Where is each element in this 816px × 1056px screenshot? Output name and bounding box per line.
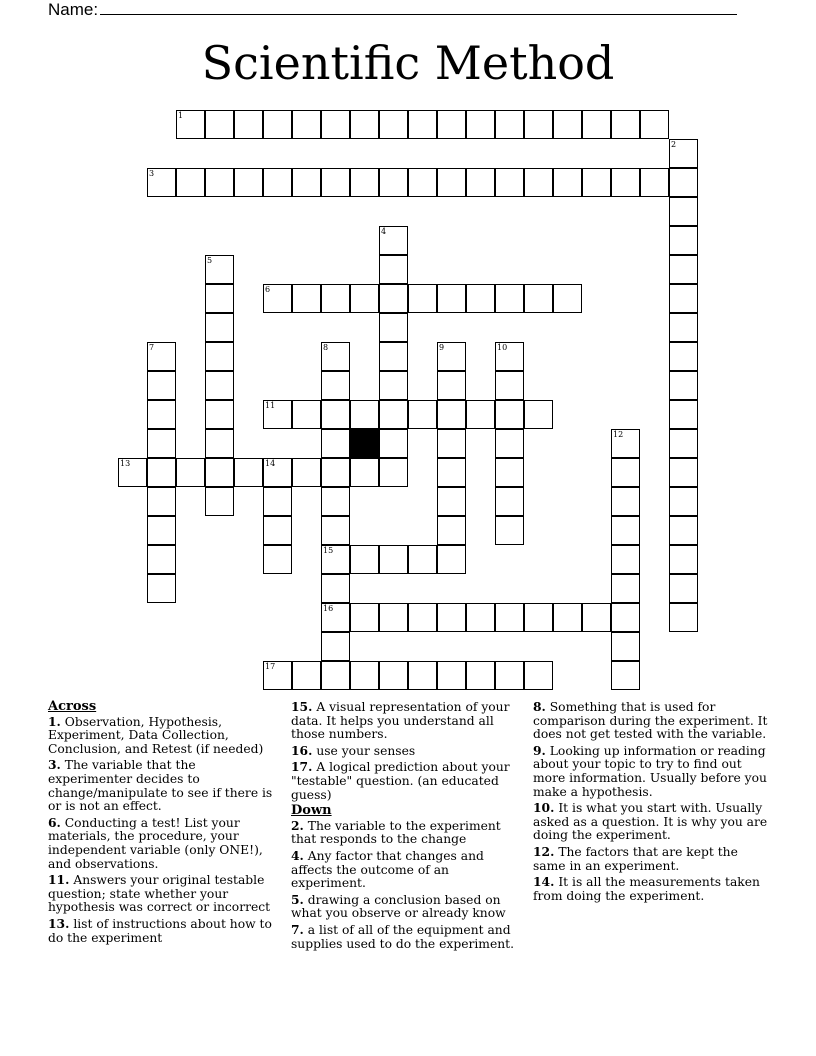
clue-text: use your senses xyxy=(312,743,416,758)
grid-cell[interactable] xyxy=(611,574,640,603)
grid-cell[interactable] xyxy=(437,371,466,400)
grid-cell[interactable] xyxy=(495,458,524,487)
clue-number-label: 10. xyxy=(533,800,555,816)
grid-cell[interactable] xyxy=(321,400,350,429)
grid-cell[interactable] xyxy=(379,661,408,690)
grid-cell[interactable] xyxy=(669,545,698,574)
grid-cell[interactable] xyxy=(495,342,524,371)
across-heading: Across xyxy=(48,699,97,714)
grid-cell[interactable] xyxy=(669,458,698,487)
clue-text: Any factor that changes and affects the outcome of an experiment. xyxy=(291,848,484,891)
clue-number: 9 xyxy=(439,343,445,352)
grid-cell[interactable] xyxy=(466,661,495,690)
grid-cell[interactable] xyxy=(205,429,234,458)
down-clue-list xyxy=(291,819,525,951)
clue-number-label: 7. xyxy=(291,921,304,937)
grid-cell[interactable] xyxy=(437,458,466,487)
across-clue xyxy=(291,744,525,759)
grid-cell[interactable] xyxy=(176,168,205,197)
clue-number-label: 17. xyxy=(291,759,313,775)
clue-number: 12 xyxy=(613,430,624,439)
clue-text: A visual representation of your data. It helps you understand all those numbers. xyxy=(291,700,510,742)
clue-text: Looking up information or reading about your topic to try to find out more information. Usually before you make a hypothesis. xyxy=(533,743,767,799)
grid-cell[interactable] xyxy=(205,487,234,516)
grid-cell[interactable] xyxy=(379,284,408,313)
grid-cell[interactable] xyxy=(669,603,698,632)
clue-number-label: 3. xyxy=(48,757,61,773)
grid-cell[interactable] xyxy=(350,168,379,197)
clue-number-label: 1. xyxy=(48,713,61,729)
grid-cell[interactable] xyxy=(669,487,698,516)
grid-cell[interactable] xyxy=(147,168,176,197)
clues-column-3 xyxy=(533,700,769,905)
across-clue xyxy=(48,917,274,945)
clue-text: Observation, Hypothesis, Experiment, Data Collection, Conclusion, and Retest (if needed) xyxy=(48,714,264,756)
grid-cell[interactable] xyxy=(611,110,640,139)
grid-cell[interactable] xyxy=(379,545,408,574)
grid-cell[interactable] xyxy=(466,168,495,197)
grid-cell[interactable] xyxy=(321,284,350,313)
grid-cell[interactable] xyxy=(321,603,350,632)
grid-cell[interactable] xyxy=(669,313,698,342)
grid-cell[interactable] xyxy=(437,168,466,197)
grid-cell[interactable] xyxy=(321,661,350,690)
grid-cell[interactable] xyxy=(437,487,466,516)
across-clue-list-continued xyxy=(291,700,525,802)
clue-number-label: 15. xyxy=(291,699,313,714)
grid-cell[interactable] xyxy=(611,661,640,690)
grid-cell[interactable] xyxy=(408,603,437,632)
clue-text: Conducting a test! List your materials, the procedure, your independent variable (only ONE!), and observations. xyxy=(48,815,263,871)
grid-cell[interactable] xyxy=(379,371,408,400)
grid-cell[interactable] xyxy=(263,487,292,516)
grid-cell[interactable] xyxy=(205,371,234,400)
grid-cell[interactable] xyxy=(669,197,698,226)
grid-cell[interactable] xyxy=(611,603,640,632)
grid-cell[interactable] xyxy=(437,342,466,371)
grid-cell[interactable] xyxy=(350,284,379,313)
grid-cell[interactable] xyxy=(524,400,553,429)
clue-text: The factors that are kept the same in an experiment. xyxy=(533,844,738,873)
grid-cell[interactable] xyxy=(495,371,524,400)
grid-cell[interactable] xyxy=(611,458,640,487)
grid-cell[interactable] xyxy=(437,545,466,574)
down-clue xyxy=(533,744,769,799)
grid-cell[interactable] xyxy=(495,168,524,197)
down-clue xyxy=(291,849,525,891)
name-label: Name: xyxy=(48,0,99,19)
clue-number-label: 12. xyxy=(533,843,555,859)
down-clue xyxy=(533,801,769,843)
grid-cell[interactable] xyxy=(321,487,350,516)
grid-cell[interactable] xyxy=(524,661,553,690)
grid-cell[interactable] xyxy=(321,429,350,458)
clue-number: 17 xyxy=(265,662,276,671)
grid-cell[interactable] xyxy=(176,110,205,139)
grid-cell[interactable] xyxy=(147,429,176,458)
grid-cell[interactable] xyxy=(176,458,205,487)
grid-cell[interactable] xyxy=(582,603,611,632)
grid-cell[interactable] xyxy=(611,632,640,661)
grid-cell[interactable] xyxy=(263,545,292,574)
across-clue xyxy=(48,816,274,871)
grid-cell[interactable] xyxy=(205,110,234,139)
grid-cell[interactable] xyxy=(408,661,437,690)
grid-cell[interactable] xyxy=(292,284,321,313)
clue-text: The variable to the experiment that responds to the change xyxy=(291,818,501,847)
grid-cell[interactable] xyxy=(640,168,669,197)
grid-cell[interactable] xyxy=(466,284,495,313)
clue-text: A logical prediction about your "testable" question. (an educated guess) xyxy=(291,760,510,802)
clue-number: 1 xyxy=(178,111,184,120)
grid-cell[interactable] xyxy=(321,371,350,400)
grid-cell[interactable] xyxy=(205,313,234,342)
clue-number: 16 xyxy=(323,604,334,613)
clue-text: drawing a conclusion based on what you observe or already know xyxy=(291,892,506,921)
grid-cell[interactable] xyxy=(553,603,582,632)
grid-cell[interactable] xyxy=(437,516,466,545)
grid-cell[interactable] xyxy=(350,603,379,632)
clue-number: 2 xyxy=(671,140,677,149)
grid-cell[interactable] xyxy=(669,342,698,371)
grid-cell[interactable] xyxy=(234,458,263,487)
across-clue-list xyxy=(48,715,274,946)
grid-cell[interactable] xyxy=(495,661,524,690)
grid-cell[interactable] xyxy=(669,371,698,400)
grid-cell[interactable] xyxy=(263,284,292,313)
page-title: Scientific Method xyxy=(201,36,615,90)
clue-number: 15 xyxy=(323,546,334,555)
grid-cell[interactable] xyxy=(234,168,263,197)
grid-cell[interactable] xyxy=(263,458,292,487)
clue-number: 13 xyxy=(120,459,131,468)
grid-cell[interactable] xyxy=(437,429,466,458)
grid-cell[interactable] xyxy=(147,458,176,487)
grid-cell[interactable] xyxy=(350,661,379,690)
grid-cell[interactable] xyxy=(669,400,698,429)
grid-cell[interactable] xyxy=(118,458,147,487)
grid-cell[interactable] xyxy=(147,371,176,400)
clue-text: Something that is used for comparison during the experiment. It does not get tested with the variable. xyxy=(533,700,768,742)
grid-cell[interactable] xyxy=(524,110,553,139)
across-clue xyxy=(48,873,274,915)
clue-number: 5 xyxy=(207,256,213,265)
clue-text: list of instructions about how to do the experiment xyxy=(48,916,272,945)
grid-cell[interactable] xyxy=(263,168,292,197)
grid-cell[interactable] xyxy=(669,139,698,168)
grid-cell[interactable] xyxy=(350,400,379,429)
clue-number-label: 9. xyxy=(533,742,546,758)
grid-cell[interactable] xyxy=(379,429,408,458)
grid-cell[interactable] xyxy=(495,429,524,458)
grid-cell[interactable] xyxy=(263,516,292,545)
clue-text: a list of all of the equipment and supplies used to do the experiment. xyxy=(291,922,514,951)
grid-cell[interactable] xyxy=(466,603,495,632)
grid-cell[interactable] xyxy=(669,429,698,458)
grid-cell[interactable] xyxy=(669,255,698,284)
grid-cell[interactable] xyxy=(147,574,176,603)
grid-cell[interactable] xyxy=(408,545,437,574)
across-clue xyxy=(291,760,525,802)
grid-cell[interactable] xyxy=(379,168,408,197)
grid-cell[interactable] xyxy=(408,284,437,313)
grid-cell[interactable] xyxy=(669,284,698,313)
grid-cell[interactable] xyxy=(437,284,466,313)
grid-cell[interactable] xyxy=(292,458,321,487)
grid-cell[interactable] xyxy=(611,429,640,458)
grid-cell[interactable] xyxy=(669,226,698,255)
grid-cell[interactable] xyxy=(466,110,495,139)
grid-cell[interactable] xyxy=(379,313,408,342)
down-clue xyxy=(291,819,525,847)
clue-number: 4 xyxy=(381,227,387,236)
grid-cell[interactable] xyxy=(408,168,437,197)
grid-cell[interactable] xyxy=(437,661,466,690)
grid-cell[interactable] xyxy=(524,168,553,197)
grid-cell[interactable] xyxy=(582,110,611,139)
clue-number: 8 xyxy=(323,343,329,352)
clue-number-label: 5. xyxy=(291,891,304,907)
clue-number: 14 xyxy=(265,459,276,468)
grid-cell[interactable] xyxy=(408,400,437,429)
clue-number-label: 11. xyxy=(48,872,70,888)
grid-cell[interactable] xyxy=(321,458,350,487)
grid-cell[interactable] xyxy=(263,400,292,429)
grid-cell[interactable] xyxy=(205,400,234,429)
clues-column-1 xyxy=(48,700,274,947)
clue-number: 6 xyxy=(265,285,271,294)
grid-cell[interactable] xyxy=(263,661,292,690)
grid-cell[interactable] xyxy=(321,545,350,574)
grid-cell[interactable] xyxy=(524,284,553,313)
clue-number: 3 xyxy=(149,169,155,178)
grid-cell[interactable] xyxy=(321,574,350,603)
grid-cell[interactable] xyxy=(524,603,553,632)
grid-cell[interactable] xyxy=(292,110,321,139)
clue-number: 10 xyxy=(497,343,508,352)
grid-cell[interactable] xyxy=(147,545,176,574)
clue-number-label: 8. xyxy=(533,699,546,714)
grid-cell[interactable] xyxy=(582,168,611,197)
down-clue xyxy=(291,893,525,921)
grid-cell[interactable] xyxy=(495,400,524,429)
across-clue xyxy=(291,700,525,742)
grid-cell[interactable] xyxy=(321,110,350,139)
grid-cell[interactable] xyxy=(292,661,321,690)
grid-cell[interactable] xyxy=(147,400,176,429)
grid-cell[interactable] xyxy=(611,168,640,197)
across-clue xyxy=(48,758,274,813)
down-clue xyxy=(291,923,525,951)
grid-cell[interactable] xyxy=(321,516,350,545)
grid-cell[interactable] xyxy=(147,487,176,516)
clue-number-label: 2. xyxy=(291,817,304,833)
grid-cell[interactable] xyxy=(350,545,379,574)
grid-cell[interactable] xyxy=(611,516,640,545)
clue-number-label: 4. xyxy=(291,847,304,863)
down-clue xyxy=(533,875,769,903)
grid-cell[interactable] xyxy=(321,168,350,197)
clue-text: It is what you start with. Usually asked as a question. It is why you are doing the experiment. xyxy=(533,801,768,843)
across-clue xyxy=(48,715,274,757)
grid-cell[interactable] xyxy=(350,458,379,487)
grid-cell[interactable] xyxy=(379,110,408,139)
grid-cell[interactable] xyxy=(495,284,524,313)
grid-cell[interactable] xyxy=(611,545,640,574)
grid-cell[interactable] xyxy=(379,255,408,284)
clue-text: The variable that the experimenter decides to change/manipulate to see if there is or is not an effect. xyxy=(48,758,273,814)
grid-cell[interactable] xyxy=(205,255,234,284)
grid-cell[interactable] xyxy=(495,516,524,545)
clue-text: It is all the measurements taken from doing the experiment. xyxy=(533,875,760,903)
grid-cell[interactable] xyxy=(205,458,234,487)
grid-cell[interactable] xyxy=(495,603,524,632)
grid-cell[interactable] xyxy=(495,487,524,516)
down-clue-list-continued xyxy=(533,700,769,903)
grid-cell[interactable] xyxy=(669,574,698,603)
clue-number: 11 xyxy=(265,401,276,410)
grid-cell[interactable] xyxy=(321,342,350,371)
grid-cell[interactable] xyxy=(205,284,234,313)
grid-cell[interactable] xyxy=(466,400,495,429)
grid-cell[interactable] xyxy=(379,226,408,255)
black-square xyxy=(350,429,379,458)
grid-cell[interactable] xyxy=(321,632,350,661)
clue-number-label: 16. xyxy=(291,742,313,758)
grid-cell[interactable] xyxy=(553,168,582,197)
clues-column-2 xyxy=(291,700,525,953)
grid-cell[interactable] xyxy=(553,284,582,313)
grid-cell[interactable] xyxy=(437,400,466,429)
grid-cell[interactable] xyxy=(379,342,408,371)
grid-cell[interactable] xyxy=(147,342,176,371)
grid-cell[interactable] xyxy=(263,110,292,139)
grid-cell[interactable] xyxy=(234,110,263,139)
grid-cell[interactable] xyxy=(350,110,379,139)
grid-cell[interactable] xyxy=(379,400,408,429)
clue-number-label: 14. xyxy=(533,874,555,890)
grid-cell[interactable] xyxy=(437,603,466,632)
grid-cell[interactable] xyxy=(553,110,582,139)
clue-text: Answers your original testable question; state whether your hypothesis was correct or incorrect xyxy=(48,873,271,915)
grid-cell[interactable] xyxy=(205,342,234,371)
grid-cell[interactable] xyxy=(669,168,698,197)
down-heading: Down xyxy=(291,803,332,819)
grid-cell[interactable] xyxy=(292,400,321,429)
clue-number: 7 xyxy=(149,343,155,352)
grid-cell[interactable] xyxy=(611,487,640,516)
grid-cell[interactable] xyxy=(379,603,408,632)
clue-number-label: 6. xyxy=(48,814,61,830)
grid-cell[interactable] xyxy=(669,516,698,545)
down-clue xyxy=(533,700,769,742)
grid-cell[interactable] xyxy=(147,516,176,545)
grid-cell[interactable] xyxy=(640,110,669,139)
grid-cell[interactable] xyxy=(437,110,466,139)
grid-cell[interactable] xyxy=(379,458,408,487)
grid-cell[interactable] xyxy=(408,110,437,139)
grid-cell[interactable] xyxy=(495,110,524,139)
grid-cell[interactable] xyxy=(292,168,321,197)
down-clue xyxy=(533,845,769,873)
grid-cell[interactable] xyxy=(205,168,234,197)
clue-number-label: 13. xyxy=(48,915,70,931)
